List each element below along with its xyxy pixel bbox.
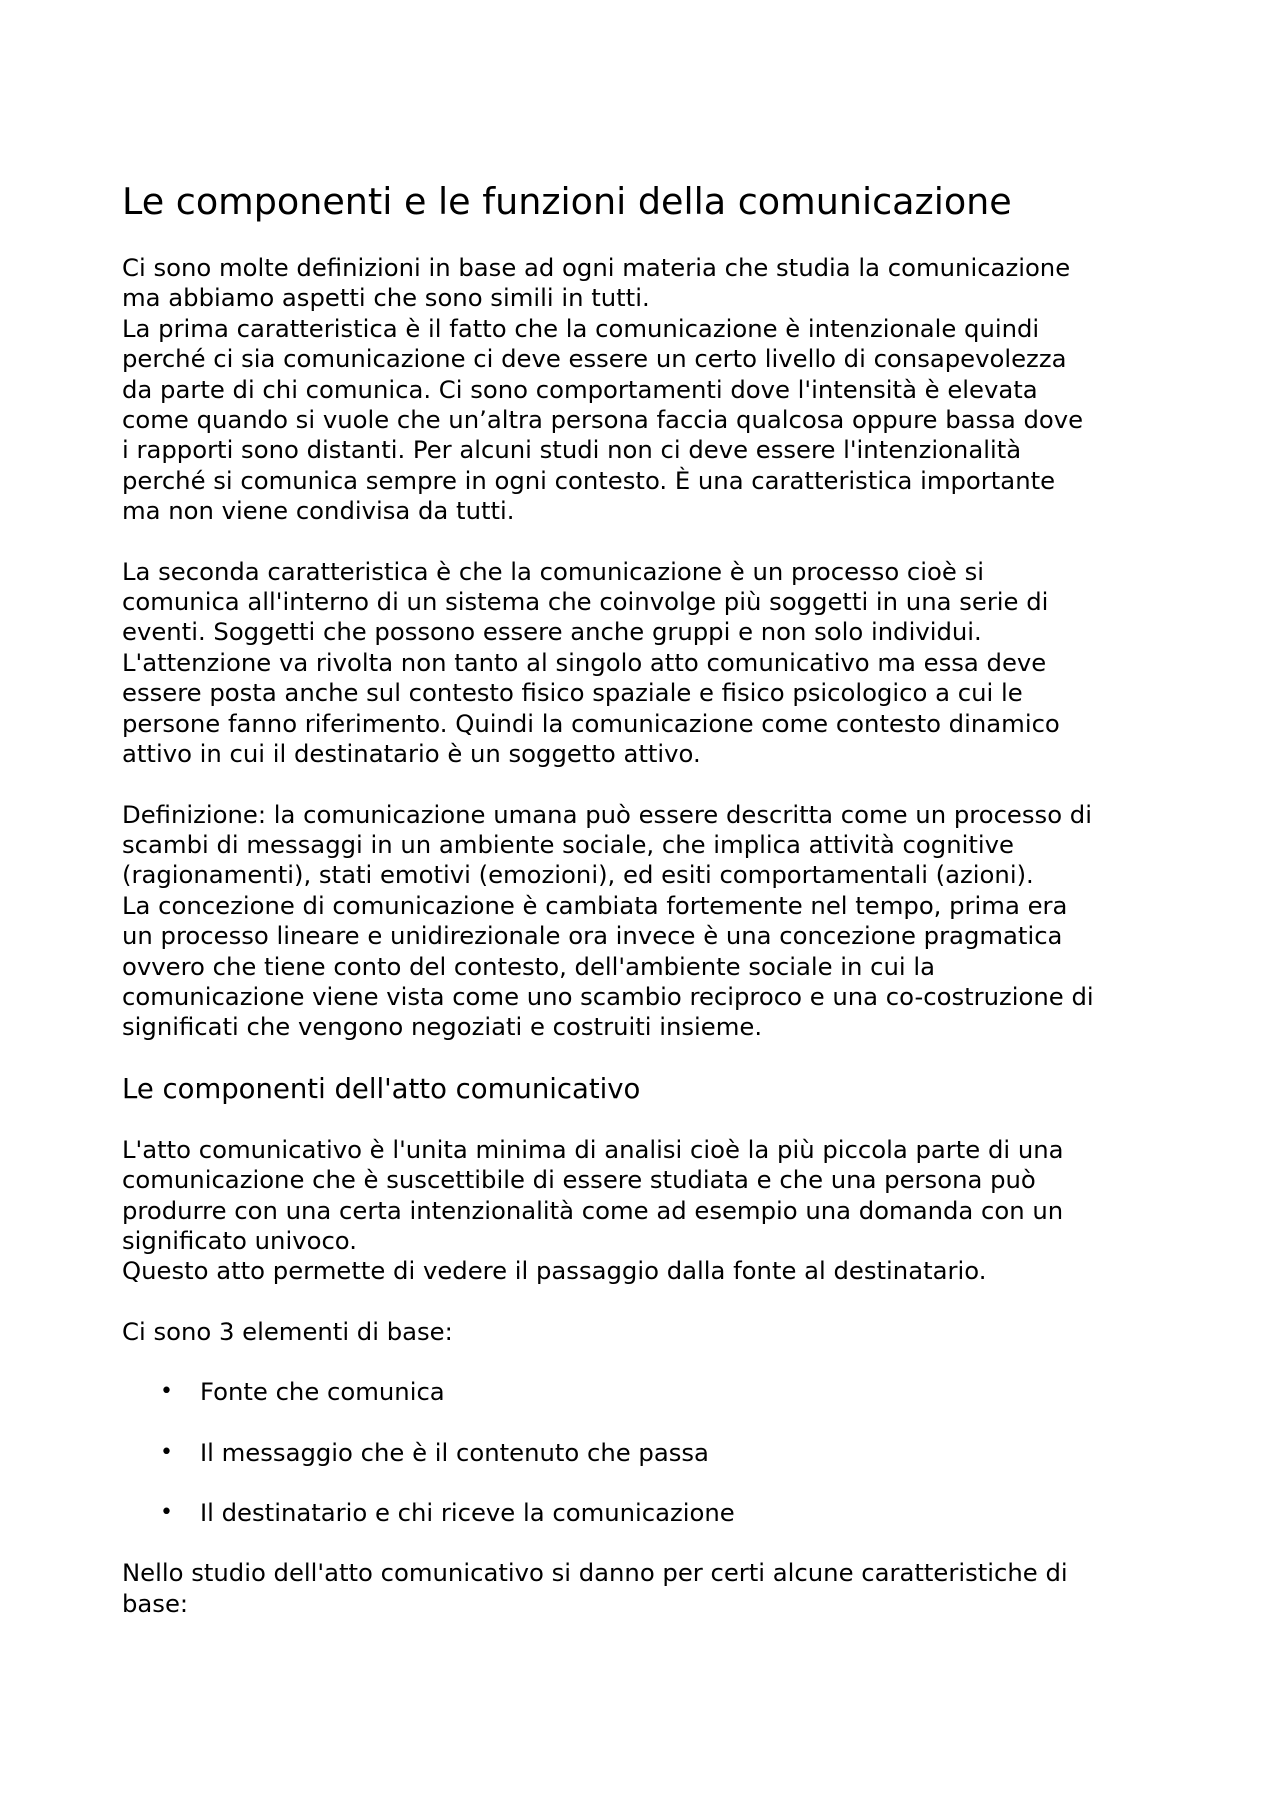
text-line: come quando si vuole che un’altra persona faccia qualcosa oppure bassa dove [122, 405, 1084, 435]
text-line: ma abbiamo aspetti che sono simili in tutti. [122, 283, 650, 313]
section-heading: Le componenti dell'atto comunicativo [122, 1072, 641, 1105]
bullet-icon: • [160, 1379, 173, 1405]
text-line: comunicazione viene vista come uno scambio reciproco e una co-costruzione di [122, 981, 1094, 1011]
closing-paragraph [122, 1558, 1182, 1619]
intro-paragraph [122, 253, 1182, 527]
text-line: ovvero che tiene conto del contesto, dell'ambiente sociale in cui la [122, 951, 936, 981]
bullet-icon: • [160, 1500, 173, 1525]
text-line: persone fanno riferimento. Quindi la comunicazione come contesto dinamico [122, 708, 1060, 738]
list-item-text: Il destinatario e chi riceve la comunicazione [200, 1498, 735, 1527]
text-line: L'atto comunicativo è l'unita minima di analisi cioè la più piccola parte di una [122, 1134, 1064, 1164]
text-line: perché ci sia comunicazione ci deve essere un certo livello di consapevolezza [122, 344, 1067, 374]
document-page [122, 178, 1182, 1619]
text-line: La concezione di comunicazione è cambiata fortemente nel tempo, prima era [122, 890, 1068, 920]
text-line: Definizione: la comunicazione umana può essere descritta come un processo di [122, 799, 1092, 829]
text-line: Questo atto permette di vedere il passaggio dalla fonte al destinatario. [122, 1256, 987, 1286]
text-line: attivo in cui il destinatario è un soggetto attivo. [122, 739, 701, 769]
text-line: La seconda caratteristica è che la comunicazione è un processo cioè si [122, 556, 984, 586]
text-line: comunicazione che è suscettibile di essere studiata e che una persona può [122, 1165, 1036, 1195]
text-line: Nello studio dell'atto comunicativo si danno per certi alcune caratteristiche di [122, 1558, 1068, 1588]
atto-paragraph [122, 1135, 1182, 1287]
list-item-text: Fonte che comunica [200, 1377, 445, 1407]
elements-list [122, 1377, 1182, 1528]
text-line: significati che vengono negoziati e costruiti insieme. [122, 1012, 763, 1042]
text-line: un processo lineare e unidirezionale ora invece è una concezione pragmatica [122, 921, 1063, 951]
text-line: base: [122, 1588, 189, 1618]
text-line: essere posta anche sul contesto fisico spaziale e fisico psicologico a cui le [122, 678, 1023, 708]
list-item [122, 1438, 1182, 1468]
text-line: L'attenzione va rivolta non tanto al singolo atto comunicativo ma essa deve [122, 647, 1047, 677]
text-line: da parte di chi comunica. Ci sono comportamenti dove l'intensità è elevata [122, 374, 1038, 404]
text-line: eventi. Soggetti che possono essere anche gruppi e non solo individui. [122, 617, 982, 647]
text-line: significato univoco. [122, 1225, 357, 1255]
list-item-text: Il messaggio che è il contenuto che passa [200, 1437, 709, 1467]
second-characteristic-paragraph [122, 557, 1182, 770]
text-line: scambi di messaggi in un ambiente sociale, che implica attività cognitive [122, 829, 1014, 859]
page-title: Le componenti e le funzioni della comunicazione [122, 180, 1012, 223]
text-line: comunica all'interno di un sistema che coinvolge più soggetti in una serie di [122, 587, 1049, 617]
text-line: produrre con una certa intenzionalità come ad esempio una domanda con un [122, 1195, 1064, 1225]
text-line: La prima caratteristica è il fatto che la comunicazione è intenzionale quindi [122, 313, 1040, 343]
text-line: Ci sono molte definizioni in base ad ogni materia che studia la comunicazione [122, 253, 1071, 282]
elements-intro [122, 1317, 1182, 1347]
text-line: Ci sono 3 elementi di base: [122, 1316, 453, 1346]
list-item [122, 1498, 1182, 1528]
text-line: (ragionamenti), stati emotivi (emozioni), ed esiti comportamentali (azioni). [122, 860, 1034, 890]
text-line: i rapporti sono distanti. Per alcuni studi non ci deve essere l'intenzionalità [122, 435, 1022, 465]
text-line: ma non viene condivisa da tutti. [122, 496, 515, 526]
list-item [122, 1377, 1182, 1407]
definition-paragraph [122, 800, 1182, 1043]
text-line: perché si comunica sempre in ogni contesto. È una caratteristica importante [122, 465, 1056, 495]
bullet-icon: • [160, 1439, 173, 1465]
